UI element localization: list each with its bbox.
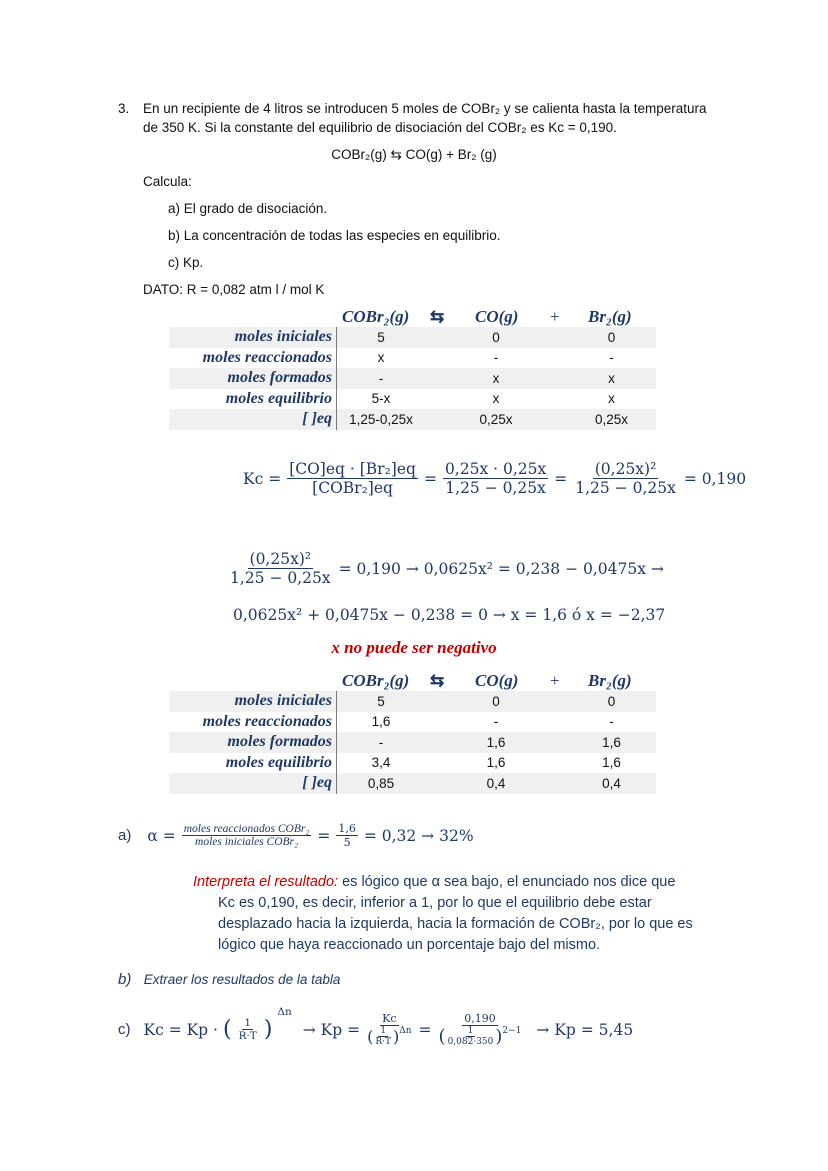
cell: 1,6 xyxy=(567,732,656,753)
cell: 1,25-0,25x xyxy=(337,409,426,430)
problem-number: 3. xyxy=(118,101,130,116)
header-product-2: Br₂(g) xyxy=(588,671,632,690)
header-product-2: Br₂(g) xyxy=(588,307,632,326)
fraction xyxy=(573,460,678,497)
interpret-line-3: desplazado hacia la izquierda, hacia la formación de COBr₂, por lo que es xyxy=(218,916,693,932)
fraction-denominator: [COBr₂]eq xyxy=(312,479,393,497)
table-row xyxy=(169,327,656,348)
cell: 3,4 xyxy=(371,755,391,771)
equals: = xyxy=(418,1020,432,1039)
kp-arrow: → Kp = xyxy=(302,1020,361,1039)
cell: 0 xyxy=(567,327,656,348)
exponent: Δn xyxy=(277,1006,292,1018)
fraction-denominator: 1,25 − 0,25x xyxy=(230,569,331,587)
fraction xyxy=(228,550,333,587)
table-row xyxy=(169,368,656,389)
item-a: a) El grado de disociación. xyxy=(168,201,328,216)
fraction xyxy=(443,460,548,497)
header-plus: + xyxy=(550,671,560,690)
fraction-denominator: moles iniciales COBr₂ xyxy=(195,836,299,848)
fraction xyxy=(287,460,418,497)
table-row xyxy=(169,732,656,753)
answer-c: c) Kc = Kp · ( $\frac{1}{R\cdot T}$ ) Δn → Kp = Kc ( $\frac{1}{R\cdot T}$ ) Δn = 0,190 ( $\frac{1}{0,082\cdot 350}$ ) 2−1 → Kp = 5,45 xyxy=(118,1006,634,1047)
solve-rest: = 0,190 → 0,0625x² = 0,238 − 0,0475x → xyxy=(338,559,664,578)
row-label: moles iniciales xyxy=(169,691,337,712)
row-label: moles equilibrio xyxy=(169,753,337,774)
fraction xyxy=(182,823,312,848)
cell: 1,6 xyxy=(425,732,567,753)
answer-c-label: c) xyxy=(118,1021,131,1038)
fraction-denominator: R·T xyxy=(375,1037,391,1047)
dato-text: DATO: R = 0,082 atm l / mol K xyxy=(143,282,325,297)
equals: = xyxy=(317,826,331,845)
kc-formula: Kc = $\frac{\text{[CO]eq · [Br₂]eq}}{\text{[COBr₂]eq}}$ = $\frac{0,25x \cdot 0,25x}{1,25 - 0,25x}$ = $\frac{\text{(0,25x)²}}{1,25 - 0,25x}$ = 0,190 xyxy=(243,460,747,497)
alpha-symbol: α = xyxy=(147,826,176,845)
kp-result: → Kp = 5,45 xyxy=(536,1020,634,1039)
header-reactant: COBr₂(g) xyxy=(342,671,410,690)
cell: x xyxy=(567,368,656,389)
fraction-denominator: 1,25 − 0,25x xyxy=(445,479,546,497)
table-row xyxy=(169,773,656,794)
fraction-numerator: 1 xyxy=(467,1026,474,1036)
fraction-denominator: 1,25 − 0,25x xyxy=(575,479,676,497)
kc-kp-relation: Kc = Kp · xyxy=(143,1020,218,1039)
header-arrow: ⇆ xyxy=(430,671,445,690)
fraction-numerator: 1 xyxy=(380,1026,387,1036)
table-row xyxy=(169,712,656,733)
inner-fraction xyxy=(446,1026,496,1047)
cell: 0,25x xyxy=(425,409,567,430)
header-product-1: CO(g) xyxy=(475,307,519,326)
cell: x xyxy=(425,368,567,389)
ice-table-1 xyxy=(169,327,656,430)
header-arrow: ⇆ xyxy=(430,307,445,326)
answer-a xyxy=(118,822,474,849)
fraction-numerator: moles reaccionados COBr₂ xyxy=(183,823,310,835)
cell: 0 xyxy=(425,691,567,712)
row-label: moles formados xyxy=(169,368,337,389)
fraction-numerator: [CO]eq · [Br₂]eq xyxy=(289,460,416,478)
row-label: [ ]eq xyxy=(169,773,337,794)
cell: - xyxy=(493,714,499,730)
fraction xyxy=(237,1017,259,1042)
cell: x xyxy=(492,391,500,407)
header-product-1: CO(g) xyxy=(475,671,519,690)
cell: 0,4 xyxy=(425,773,567,794)
cell: - xyxy=(337,732,426,753)
fraction-denominator: R·T xyxy=(238,1030,257,1042)
ask-text: Calcula: xyxy=(143,174,192,189)
solve-line-2: 0,0625x² + 0,0475x − 0,238 = 0 → x = 1,6 ó x = −2,37 xyxy=(233,606,666,624)
item-c: c) Kp. xyxy=(168,255,204,270)
cell: 5 xyxy=(337,691,426,712)
fraction-numerator: (0,25x)² xyxy=(249,550,312,568)
fraction-numerator: 0,25x · 0,25x xyxy=(444,460,547,478)
inner-fraction xyxy=(373,1026,393,1047)
fraction-numerator: Kc xyxy=(382,1012,397,1025)
header-reactant: COBr₂(g) xyxy=(342,307,410,326)
fraction-denominator: 5 xyxy=(343,836,351,849)
row-label: moles iniciales xyxy=(169,327,337,348)
cell: - xyxy=(609,350,614,366)
cell: 1,6 xyxy=(486,755,506,771)
statement-line-1: En un recipiente de 4 litros se introducen 5 moles de COBr₂ y se calienta hasta la temperatura xyxy=(143,101,707,116)
interpret-line-4: lógico que haya reaccionado un porcentaje bajo del mismo. xyxy=(218,937,601,953)
fraction-denominator: ( $\frac{1}{R\cdot T}$ ) Δn xyxy=(367,1026,412,1047)
cell: 0 xyxy=(567,691,656,712)
cell: 1,6 xyxy=(371,714,391,730)
row-label: moles reaccionados xyxy=(169,348,337,369)
item-b: b) La concentración de todas las especies en equilibrio. xyxy=(168,228,501,243)
table-row xyxy=(169,389,656,410)
fraction-denominator: 0,082·350 xyxy=(447,1037,494,1047)
fraction-denominator: ( $\frac{1}{0,082\cdot 350}$ ) 2−1 xyxy=(438,1026,522,1047)
fraction xyxy=(365,1012,413,1047)
table-row xyxy=(169,348,656,369)
interpret-line-1: es lógico que α sea bajo, el enunciado nos dice que xyxy=(338,874,676,890)
answer-b xyxy=(118,971,340,989)
cell: 1,6 xyxy=(602,755,621,771)
interpretation xyxy=(193,872,693,956)
fraction xyxy=(437,1012,524,1047)
cell: - xyxy=(609,714,614,730)
interpret-title: Interpreta el resultado: xyxy=(193,874,339,890)
row-label: moles equilibrio xyxy=(169,389,337,410)
row-label: moles reaccionados xyxy=(169,712,337,733)
cell: - xyxy=(493,350,499,366)
cell: x xyxy=(608,391,615,407)
row-label: moles formados xyxy=(169,732,337,753)
solve-line-1 xyxy=(228,550,664,587)
cell: x xyxy=(377,350,385,366)
interpret-line-2: Kc es 0,190, es decir, inferior a 1, por lo que el equilibrio debe estar xyxy=(218,895,652,911)
cell: 0,85 xyxy=(337,773,426,794)
cell: 0,4 xyxy=(567,773,656,794)
fraction xyxy=(336,822,358,849)
fraction-numerator: (0,25x)² xyxy=(594,460,657,478)
answer-a-label: a) xyxy=(118,827,132,844)
exponent: Δn xyxy=(399,1026,412,1036)
fraction-numerator: 1,6 xyxy=(338,822,356,835)
fraction-numerator: 0,190 xyxy=(464,1012,496,1025)
alpha-result: = 0,32 → 32% xyxy=(363,826,474,845)
kc-lhs: Kc = xyxy=(243,469,282,488)
row-label: [ ]eq xyxy=(169,409,337,430)
cell: - xyxy=(337,368,426,389)
negative-note: x no puede ser negativo xyxy=(331,638,497,657)
cell: 5-x xyxy=(371,391,391,407)
table-row xyxy=(169,409,656,430)
table-row xyxy=(169,753,656,774)
answer-b-text: Extraer los resultados de la tabla xyxy=(143,972,341,987)
exponent: 2−1 xyxy=(502,1026,522,1036)
ice-table-2 xyxy=(169,691,656,794)
table-row xyxy=(169,691,656,712)
kc-result: = 0,190 xyxy=(683,469,747,488)
cell: 0,25x xyxy=(567,409,656,430)
header-plus: + xyxy=(550,307,560,326)
cell: 0 xyxy=(425,327,567,348)
reaction-equation: COBr₂(g) ⇆ CO(g) + Br₂ (g) xyxy=(331,147,497,162)
answer-b-label: b) xyxy=(118,971,132,988)
cell: 5 xyxy=(337,327,426,348)
fraction-numerator: 1 xyxy=(244,1017,252,1029)
statement-line-2: de 350 K. Si la constante del equilibrio de disociación del COBr₂ es Kc = 0,190. xyxy=(143,120,617,135)
